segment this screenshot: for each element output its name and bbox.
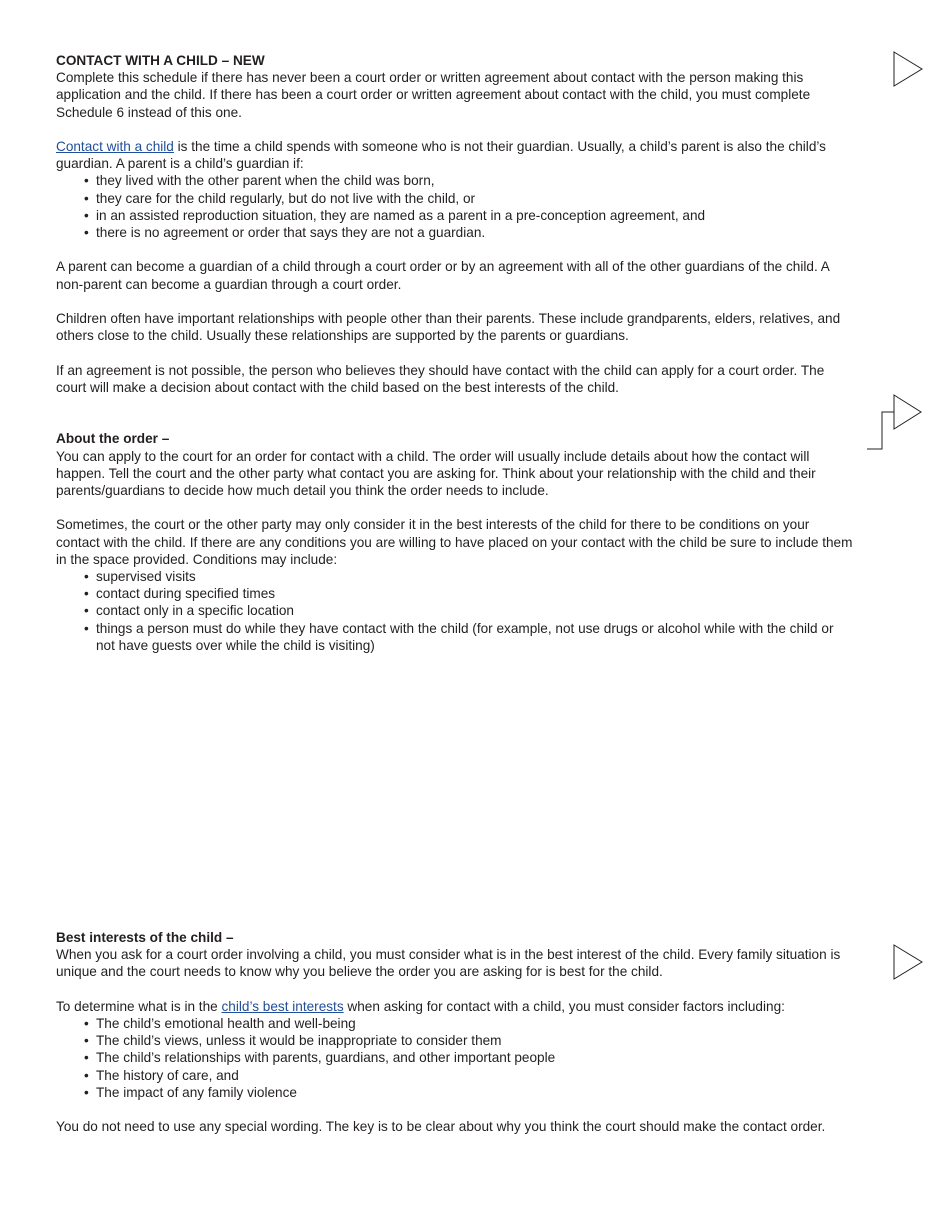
list-item: • The impact of any family violence xyxy=(84,1084,856,1101)
list-item: • contact only in a specific location xyxy=(84,602,856,619)
factors-post-text: when asking for contact with a child, you must consider factors including: xyxy=(343,998,785,1014)
triangle-right-icon xyxy=(890,943,926,981)
list-item: • they care for the child regularly, but do not live with the child, or xyxy=(84,190,856,207)
list-item: • The child’s views, unless it would be inappropriate to consider them xyxy=(84,1032,856,1049)
list-item: • contact during specified times xyxy=(84,585,856,602)
list-item: • The child’s emotional health and well-being xyxy=(84,1015,856,1032)
agreement-paragraph: If an agreement is not possible, the person who believes they should have contact with the child can apply for a court order. The court will make a decision about contact with the child based on the best interests of the child. xyxy=(56,362,825,395)
document-body xyxy=(56,52,856,1135)
definition-paragraph xyxy=(56,138,856,172)
factors-pre-text: To determine what is in the xyxy=(56,998,222,1014)
about-order-paragraph: You can apply to the court for an order for contact with a child. The order will usually include details about how the contact will happen. Tell the court and the other party what contact you are asking for. Think about your relationship with the child and their parents/guardians to decide how much detail you think the order needs to include. xyxy=(56,448,816,498)
list-item: • there is no agreement or order that says they are not a guardian. xyxy=(84,224,856,241)
factors-bullet-list xyxy=(56,1015,856,1101)
relationships-paragraph: Children often have important relationships with people other than their parents. These include grandparents, elders, relatives, and others close to the child. Usually these relationships are supported by the parents or guardians. xyxy=(56,311,841,344)
definition-text: is the time a child spends with someone who is not their guardian. Usually, a child’s parent is also the child’s guardian. A parent is a child’s guardian if: xyxy=(56,139,826,172)
contact-with-child-link[interactable]: Contact with a child xyxy=(56,139,174,154)
factors-paragraph xyxy=(56,998,856,1015)
intro-paragraph: Complete this schedule if there has never been a court order or written agreement about contact with the person making this application and the child. If there has been a court order or written agreement about contact with the child, you must complete Schedule 6 instead of this one. xyxy=(56,70,811,120)
list-item: • The history of care, and xyxy=(84,1067,856,1084)
section-title-contact-new: CONTACT WITH A CHILD – NEW xyxy=(56,53,265,68)
conditions-bullet-list xyxy=(56,568,856,654)
section-title-best-interests: Best interests of the child – xyxy=(56,930,234,945)
stepped-triangle-right-icon xyxy=(864,393,926,453)
guardian-paragraph: A parent can become a guardian of a child through a court order or by an agreement with all of the other guardians of the child. A non-parent can become a guardian through a court order. xyxy=(56,259,830,292)
section-title-about-order: About the order – xyxy=(56,431,170,447)
triangle-right-icon xyxy=(890,50,926,88)
list-item: • The child’s relationships with parents, guardians, and other important people xyxy=(84,1049,856,1066)
list-item: • in an assisted reproduction situation, they are named as a parent in a pre-conception agreement, and xyxy=(84,207,856,224)
list-item: • things a person must do while they have contact with the child (for example, not use drugs or alcohol while with the child or not have guests over while the child is visiting) xyxy=(84,620,856,654)
best-interests-link[interactable]: child’s best interests xyxy=(221,998,344,1014)
closing-paragraph: You do not need to use any special wording. The key is to be clear about why you think the court should make the contact order. xyxy=(56,1119,826,1135)
conditions-paragraph: Sometimes, the court or the other party may only consider it in the best interests of the child for there to be conditions on your contact with the child. If there are any conditions you are willing to have placed on your contact with the child be sure to include them in the space provided. Conditions may include: xyxy=(56,517,853,567)
list-item: • supervised visits xyxy=(84,568,856,585)
best-interests-paragraph: When you ask for a court order involving a child, you must consider what is in the best interest of the child. Every family situation is unique and the court needs to know why you believe the order you are asking for is best for the child. xyxy=(56,947,841,980)
guardian-bullet-list xyxy=(56,172,856,241)
list-item: • they lived with the other parent when the child was born, xyxy=(84,172,856,189)
